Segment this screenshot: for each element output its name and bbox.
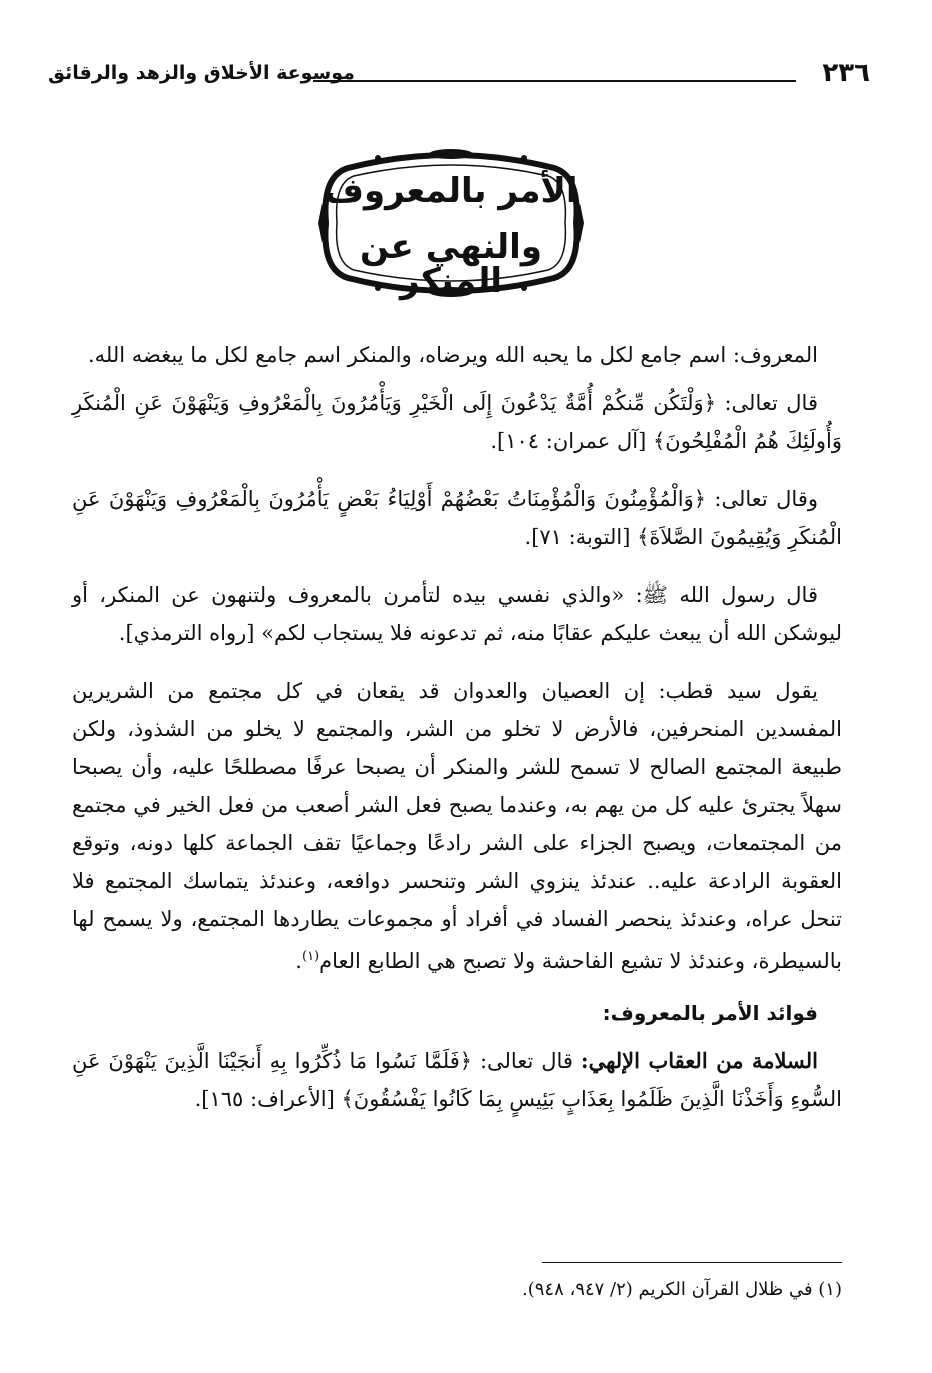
chapter-title-line2: والنهي عن المنكر xyxy=(360,227,542,301)
header-rule xyxy=(313,80,796,82)
paragraph-definition: المعروف: اسم جامع لكل ما يحبه الله ويرضاه، والمنكر اسم جامع لكل ما يبغضه الله. xyxy=(87,343,818,367)
footnote-rule xyxy=(542,1262,842,1263)
qutb-text: يقول سيد قطب: إن العصيان والعدوان قد يقعان في كل مجتمع من الشريرين المفسدين المنحرفين، فالأرض لا تخلو من الشر، والمجتمع لا يخلو من الشذوذ، ولكن طبيعة المجتمع الصالح لا تسمح للشر والمنكر أن يصبحا عرفًا مصطلحًا عليه، وأن يصبحا سهلاً يجترئ عليه كل من يهم به، وعندما يصبح فعل الشر أصعب من فعل الخير في مجتمع من المجتمعات، ويصبح الجزاء على الشر رادعًا وجماعيًا تقف الجماعة كلها دونه، وتوقع العقوبة الرادعة عليه.. عندئذ ينزوي الشر وتنحسر دوافعه، وعندئذ يتماسك المجتمع فلا تنحل عراه، وعندئذ ينحصر الفساد في أفراد أو مجموعات يطاردها المجتمع، ولا يسمح لها بالسيطرة، وعندئذ لا تشيع الفاحشة ولا تصبح هي الطابع العام xyxy=(72,679,842,973)
book-title: موسوعة الأخلاق والزهد والرقائق xyxy=(48,62,355,84)
paragraph-benefit-1 xyxy=(72,1042,842,1118)
qutb-end: . xyxy=(295,949,302,973)
section-subheading: فوائد الأمر بالمعروف: xyxy=(602,1001,818,1025)
footnote: (١) في ظلال القرآن الكريم (٢/ ٩٤٧، ٩٤٨). xyxy=(522,1279,842,1300)
chapter-title-frame xyxy=(318,148,584,301)
body-text xyxy=(72,336,842,1118)
chapter-title-line1: الأمر بالمعروف xyxy=(324,171,578,211)
benefit-lead: السلامة من العقاب الإلهي: xyxy=(580,1048,818,1073)
paragraph-quran-2: وقال تعالى: ﴿وَالْمُؤْمِنُونَ وَالْمُؤْمِنَاتُ بَعْضُهُمْ أَوْلِيَاءُ بَعْضٍ يَأْمُرُونَ بِالْمَعْرُوفِ وَيَنْهَوْنَ عَنِ الْمُنكَرِ وَيُقِيمُونَ الصَّلاَةَ﴾ [التوبة: ٧١]. xyxy=(72,487,842,549)
benefit-text: قال تعالى: ﴿فَلَمَّا نَسُوا مَا ذُكِّرُوا بِهِ أَنجَيْنَا الَّذِينَ يَنْهَوْنَ عَنِ السُّوءِ وَأَخَذْنَا الَّذِينَ ظَلَمُوا بِعَذَابٍ بَئِيسٍ بِمَا كَانُوا يَفْسُقُونَ﴾ [الأعراف: ١٦٥]. xyxy=(72,1049,842,1111)
footnote-ref: (١) xyxy=(301,949,320,964)
page-number: ٢٣٦ xyxy=(822,58,870,88)
page-header xyxy=(48,58,870,98)
paragraph-sayyid-qutb xyxy=(72,672,842,980)
paragraph-quran-1: قال تعالى: ﴿وَلْتَكُن مِّنكُمْ أُمَّةٌ يَدْعُونَ إِلَى الْخَيْرِ وَيَأْمُرُونَ بِالْمَعْرُوفِ وَيَنْهَوْنَ عَنِ الْمُنكَرِ وَأُولَئِكَ هُمُ الْمُفْلِحُونَ﴾ [آل عمران: ١٠٤]. xyxy=(72,391,842,453)
paragraph-hadith: قال رسول الله ﷺ: «والذي نفسي بيده لتأمرن بالمعروف ولتنهون عن المنكر، أو ليوشكن الله أن يبعث عليكم عقابًا منه، ثم تدعونه فلا يستجاب لكم» [رواه الترمذي]. xyxy=(72,583,842,645)
